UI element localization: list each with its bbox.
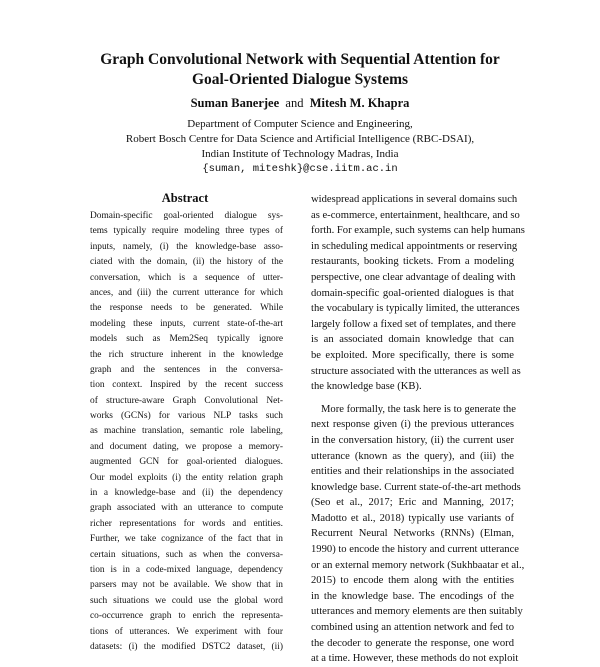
intro-para2-line: the decoder to generate the response, one word	[311, 637, 514, 649]
author-2: Mitesh M. Khapra	[309, 96, 410, 110]
author-line	[0, 96, 600, 111]
affiliation-line-2: Robert Bosch Centre for Data Science and Artificial Intelligence (RBC-DSAI),	[125, 133, 475, 145]
intro-para1-line: largely follow a fixed set of templates, and there	[311, 318, 516, 330]
intro-para2-line: Recurrent Neural Networks (RNNs) (Elman,	[311, 528, 514, 540]
intro-para1-line: be exploited. More specifically, there is some	[311, 349, 514, 361]
intro-para2-line: knowledge base. Current state-of-the-art methods	[311, 481, 521, 493]
abstract-line: as machine translation, semantic role labeling,	[90, 426, 283, 437]
intro-para1-line: widespread applications in several domains such	[311, 194, 518, 205]
abstract-line: Further, we take cognizance of the fact that in	[90, 534, 283, 545]
intro-para2-line: Madotto et al., 2018) typically use variants of	[311, 512, 514, 524]
abstract-line: and document dating, we propose a memory-	[90, 441, 283, 452]
abstract-line: in a knowledge-base and (ii) the dependency	[90, 488, 283, 499]
intro-para2-line: 2015) to encode them along with the entities	[311, 575, 514, 587]
paragraph-gap	[311, 395, 514, 402]
abstract-line: tion context. Inspired by the recent success	[90, 380, 283, 391]
intro-para2-line: utterance (known as the query), and (iii) the	[311, 450, 514, 462]
intro-para2-line: entities and their relationships in the associated	[311, 466, 514, 478]
abstract-line: richer representations for words and entities.	[90, 518, 283, 529]
intro-para2-line: More formally, the task here is to generate the	[321, 403, 516, 415]
abstract-line: of structure-aware Graph Convolutional Net-	[90, 395, 283, 406]
intro-para2-line: next response given (i) the previous utterances	[311, 419, 514, 431]
title-line-1: Graph Convolutional Network with Sequential Attention for	[100, 51, 500, 68]
abstract-line: ances, and (iii) the current utterance for which	[90, 287, 283, 298]
abstract-line: such situations we could use the global word	[90, 595, 283, 606]
intro-para1-line: forth. For example, such systems can help humans	[311, 225, 525, 237]
abstract-line: the rich structure inherent in the knowledge	[90, 349, 283, 360]
intro-para2-line: utterances and memory elements are then suitably	[311, 606, 523, 618]
title-line-2: Goal-Oriented Dialogue Systems	[191, 71, 409, 88]
abstract-line: works (GCNs) for various NLP tasks such	[90, 411, 283, 422]
abstract-line: certain situations, such as when the conversa-	[90, 549, 283, 560]
author-and: and	[285, 96, 304, 110]
affiliation-block	[0, 117, 600, 177]
intro-para2-line: 1990) to encode the history and current utterance	[311, 544, 519, 556]
intro-para2-line: or an external memory network (Sukhbaatar et al.,	[311, 559, 525, 571]
abstract-heading: Abstract	[161, 191, 209, 205]
intro-para1-line: is an associated domain knowledge that can	[311, 334, 514, 346]
author-1: Suman Banerjee	[190, 96, 280, 110]
intro-para1-line: structure associated with the utterances as well as	[311, 365, 521, 377]
intro-para1-line: the knowledge base (KB).	[311, 381, 422, 393]
intro-para2-line: in the knowledge base. The encodings of the	[311, 590, 514, 602]
abstract-line: augmented GCN for goal-oriented dialogues.	[90, 457, 283, 468]
abstract-line: graph associated with an utterance to compute	[90, 503, 283, 514]
intro-para1-line: perspective, one clear advantage of dealing with	[311, 271, 516, 283]
abstract-line: models such as Mem2Seq typically ignore	[90, 334, 283, 345]
intro-para1-line: restaurants, booking tickets. From a modeling	[311, 256, 514, 268]
intro-column	[311, 192, 525, 667]
intro-para1-line: the vocabulary is typically limited, the utterances	[311, 303, 520, 315]
intro-para2-line: (Seo et al., 2017; Eric and Manning, 2017;	[311, 497, 514, 509]
intro-para2-line: in the conversation history, (ii) the current user	[311, 434, 514, 446]
paper-title	[0, 50, 600, 90]
abstract-line: parsers may not be available. We show that in	[90, 580, 283, 591]
abstract-line: modeling these inputs, current state-of-the-art	[90, 318, 283, 329]
intro-para2-line: combined using an attention network and fed to	[311, 622, 514, 634]
abstract-line: conversation, which is a sequence of utter-	[90, 272, 283, 283]
abstract-line: datasets: (i) the modified DSTC2 dataset, (ii)	[90, 641, 283, 652]
abstract-line: tions of utterances. We experiment with four	[90, 626, 283, 637]
abstract-line: graph and the sentences in the conversa-	[90, 364, 283, 375]
intro-para1-line: as e-commerce, entertainment, healthcare, and so	[311, 209, 520, 221]
abstract-body	[90, 209, 283, 655]
affiliation-line-1: Department of Computer Science and Engineering,	[187, 118, 413, 130]
intro-para2-line: at a time. However, these methods do not exploit	[311, 653, 519, 665]
abstract-line: Domain-specific goal-oriented dialogue sys-	[90, 211, 283, 221]
abstract-line: Our model exploits (i) the entity relation graph	[90, 472, 283, 483]
intro-para1-line: domain-specific goal-oriented dialogues is that	[311, 287, 514, 299]
email: {suman, miteshk}@cse.iitm.ac.in	[202, 163, 398, 175]
abstract-line: co-occurrence graph to enrich the representa-	[90, 611, 283, 622]
abstract-line: inputs, namely, (i) the knowledge-base asso-	[90, 241, 283, 252]
abstract-line: tion is in a code-mixed language, dependency	[90, 564, 283, 575]
affiliation-line-3: Indian Institute of Technology Madras, India	[201, 148, 399, 160]
intro-para1-line: in scheduling medical appointments or reserving	[311, 240, 518, 252]
abstract-line: ciated with the domain, (ii) the history of the	[90, 257, 283, 268]
abstract-line: tems typically require modeling three types of	[90, 226, 283, 237]
abstract-line: the response needs to be generated. While	[90, 303, 283, 314]
